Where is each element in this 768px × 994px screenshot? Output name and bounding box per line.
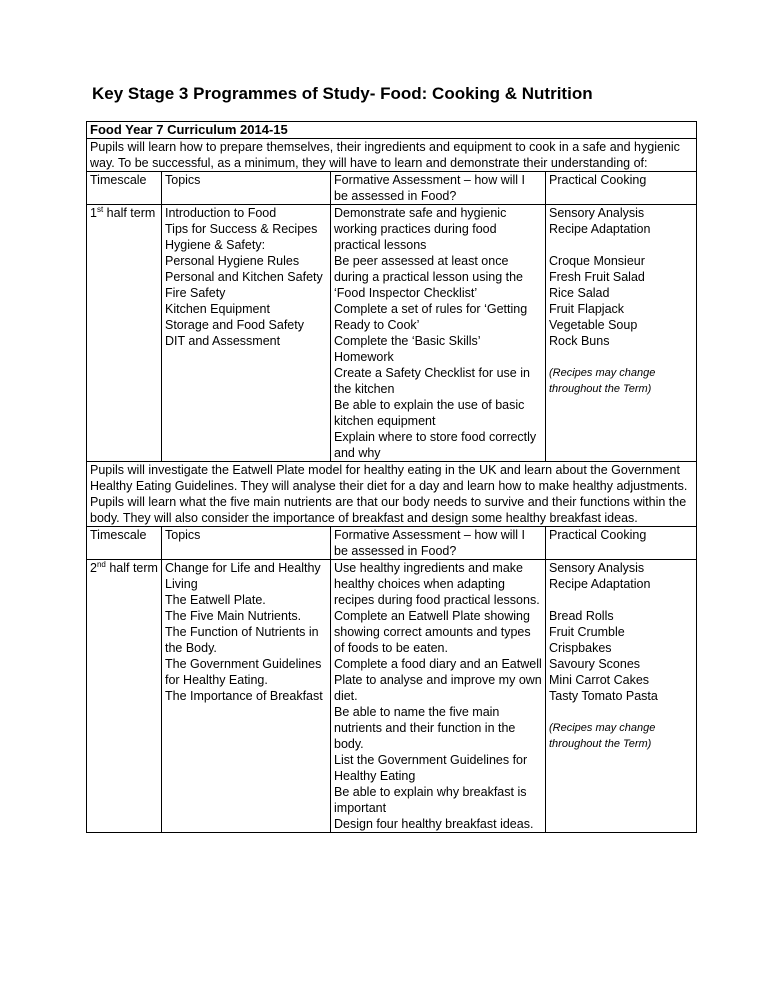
- list-item: Complete an Eatwell Plate showing showing correct amounts and types of foods to be eaten.: [334, 609, 531, 655]
- recipe-item: Fresh Fruit Salad: [549, 270, 645, 284]
- col-topics: Topics: [162, 172, 331, 205]
- list-item: Introduction to Food: [165, 206, 277, 220]
- list-item: Recipe Adaptation: [549, 222, 651, 236]
- list-item: The Importance of Breakfast: [165, 689, 323, 703]
- recipe-item: Croque Monsieur: [549, 254, 645, 268]
- term1-assessment: [331, 205, 546, 462]
- recipes-note: (Recipes may change throughout the Term): [549, 367, 656, 395]
- list-item: The Government Guidelines for Healthy Eating.: [165, 657, 322, 687]
- term1-intro: Pupils will learn how to prepare themselves, their ingredients and equipment to cook in a safe and hygienic way. To be successful, as a minimum, they will have to learn and demonstrate their understanding of:: [87, 139, 697, 172]
- list-item: Fire Safety: [165, 286, 226, 300]
- term2-header-row: [87, 527, 697, 560]
- list-item: The Five Main Nutrients.: [165, 609, 302, 623]
- col-practical: Practical Cooking: [546, 172, 697, 205]
- recipe-item: Rice Salad: [549, 286, 610, 300]
- list-item: Be able to explain why breakfast is important: [334, 785, 527, 815]
- list-item: Be able to explain the use of basic kitchen equipment: [334, 398, 525, 428]
- list-item: Be peer assessed at least once during a practical lesson using the ‘Food Inspector Checklist’: [334, 254, 524, 300]
- curriculum-table: [86, 121, 697, 833]
- list-item: Personal and Kitchen Safety: [165, 270, 323, 284]
- list-item: Tips for Success & Recipes: [165, 222, 318, 236]
- term1-row: [87, 205, 697, 462]
- term2-timescale: 2nd half term: [87, 560, 162, 833]
- recipe-item: Savoury Scones: [549, 657, 641, 671]
- list-item: Design four healthy breakfast ideas.: [334, 817, 534, 831]
- list-item: The Eatwell Plate.: [165, 593, 266, 607]
- list-item: Sensory Analysis: [549, 561, 645, 575]
- term2-assessment: [331, 560, 546, 833]
- table-title: Food Year 7 Curriculum 2014-15: [87, 122, 697, 139]
- recipe-item: Tasty Tomato Pasta: [549, 689, 658, 703]
- list-item: Hygiene & Safety:: [165, 238, 266, 252]
- recipe-item: Fruit Flapjack: [549, 302, 625, 316]
- list-item: List the Government Guidelines for Healthy Eating: [334, 753, 528, 783]
- list-item: Explain where to store food correctly and why: [334, 430, 537, 460]
- term1-practical: [546, 205, 697, 462]
- recipe-item: Rock Buns: [549, 334, 610, 348]
- list-item: Personal Hygiene Rules: [165, 254, 300, 268]
- term2-practical: [546, 560, 697, 833]
- list-item: Sensory Analysis: [549, 206, 645, 220]
- col-timescale: Timescale: [87, 527, 162, 560]
- list-item: Be able to name the five main nutrients and their function in the body.: [334, 705, 516, 751]
- list-item: Kitchen Equipment: [165, 302, 270, 316]
- term2-row: [87, 560, 697, 833]
- col-timescale: Timescale: [87, 172, 162, 205]
- col-topics: Topics: [162, 527, 331, 560]
- page-title: Key Stage 3 Programmes of Study- Food: Cooking & Nutrition: [92, 84, 593, 103]
- list-item: Complete the ‘Basic Skills’ Homework: [334, 334, 481, 364]
- term2-topics: [162, 560, 331, 833]
- recipe-item: Mini Carrot Cakes: [549, 673, 650, 687]
- list-item: Complete a set of rules for ‘Getting Ready to Cook’: [334, 302, 528, 332]
- list-item: Recipe Adaptation: [549, 577, 651, 591]
- list-item: Use healthy ingredients and make healthy choices when adapting recipes during food practical lessons.: [334, 561, 540, 607]
- term1-timescale: 1st half term: [87, 205, 162, 462]
- list-item: The Function of Nutrients in the Body.: [165, 625, 319, 655]
- term1-topics: [162, 205, 331, 462]
- col-assessment: Formative Assessment – how will I be assessed in Food?: [331, 172, 546, 205]
- recipes-note: (Recipes may change throughout the Term): [549, 722, 656, 750]
- recipe-item: Vegetable Soup: [549, 318, 638, 332]
- col-assessment: Formative Assessment – how will I be assessed in Food?: [331, 527, 546, 560]
- term2-intro: Pupils will investigate the Eatwell Plate model for healthy eating in the UK and learn about the Government Healthy Eating Guidelines. They will analyse their diet for a day and learn how to make healthy adjustments. Pupils will learn what the five main nutrients are that our body needs to survive and their functions within the body. They will also consider the importance of breakfast and design some healthy breakfast ideas.: [87, 462, 697, 527]
- list-item: DIT and Assessment: [165, 334, 281, 348]
- term1-header-row: [87, 172, 697, 205]
- list-item: Change for Life and Healthy Living: [165, 561, 321, 591]
- recipe-item: Bread Rolls: [549, 609, 614, 623]
- recipe-item: Crispbakes: [549, 641, 612, 655]
- list-item: Create a Safety Checklist for use in the kitchen: [334, 366, 530, 396]
- recipe-item: Fruit Crumble: [549, 625, 625, 639]
- list-item: Complete a food diary and an Eatwell Plate to analyse and improve my own diet.: [334, 657, 542, 703]
- list-item: Storage and Food Safety: [165, 318, 304, 332]
- list-item: Demonstrate safe and hygienic working practices during food practical lessons: [334, 206, 507, 252]
- col-practical: Practical Cooking: [546, 527, 697, 560]
